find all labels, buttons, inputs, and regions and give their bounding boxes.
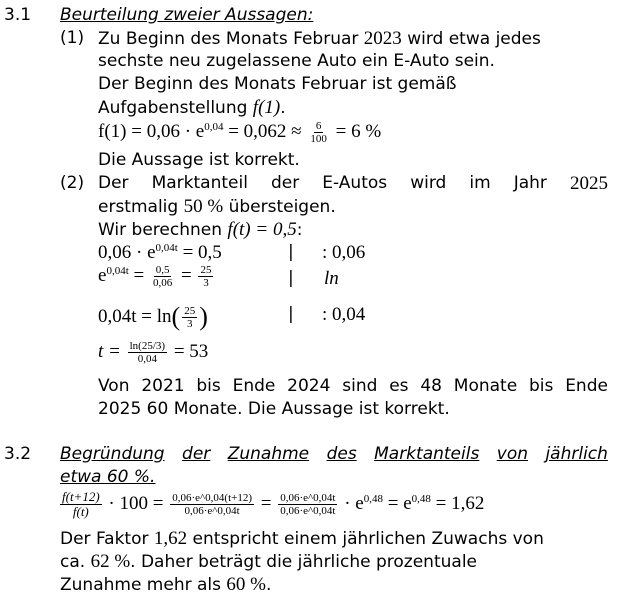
section-heading-3-2-line2: etwa 60 %. (60, 467, 156, 487)
step-separator: | (288, 268, 294, 288)
step-1-equation: $0,06 \cdot e^{0,04t} = 0,5$ (98, 242, 222, 263)
step-4-equation: t = $\frac{\ln(25/3)}{0,04}$ = 53 (98, 340, 209, 365)
step-2-equation: $e^{0,04t}$ = $\frac{0,5}{0,06}$ = $\frac{25}{3}$ (98, 264, 212, 289)
item1-line2: sechste neu zugelassene Auto ein E-Auto sein. (98, 51, 495, 71)
step-separator: | (288, 242, 294, 262)
step-1-operation: : 0,06 (322, 242, 366, 263)
section-number-3-1: 3.1 (4, 5, 32, 25)
growth-equation: $\frac{f(t+12)}{f(t)}$ · 100 = $\frac{0,06\cdot e\^{}0,04(t+12)}{0,06\cdot e\^{}0,04t}$ = $\frac{0,06\cdot e\^{}0,04t}{0,06\cdot e\^{}0,04t}$ · $e^{0,48} = e^{0,48} = 1,62$ (62, 489, 485, 519)
step-2-operation: ln (324, 268, 339, 289)
item2-line3: Wir berechnen f(t) = 0,5: (98, 219, 303, 240)
section-3-2-text-line1: Der Faktor 1,62 entspricht einem jährlichen Zuwachs von (60, 528, 544, 549)
item1-line4: Aufgabenstellung f(1). (98, 97, 286, 118)
item1-conclusion: Die Aussage ist korrekt. (98, 150, 300, 170)
item1-line1: Zu Beginn des Monats Februar 2023 wird etwa jedes (98, 28, 541, 49)
item2-line2: erstmalig 50 % übersteigen. (98, 196, 336, 217)
section-3-2-text-line2: ca. 62 %. Daher beträgt die jährliche prozentuale (60, 551, 477, 572)
step-3-equation: 0,04t = ln( $\frac{25}{3}$ ) (98, 302, 208, 331)
item-label-1: (1) (60, 28, 85, 48)
item1-equation: $f(1) = 0,06 \cdot e^{0,04} = 0,062$ ≈ $\frac{6}{100}$ = 6 % (98, 120, 382, 145)
item-label-2: (2) (60, 173, 85, 193)
step-separator: | (288, 304, 294, 324)
item2-conclusion-line2: 2025 60 Monate. Die Aussage ist korrekt. (98, 399, 450, 419)
item1-line3: Der Beginn des Monats Februar ist gemäß (98, 74, 457, 94)
section-heading-3-1: Beurteilung zweier Aussagen: (60, 5, 314, 25)
item2-conclusion-line1: Von 2021 bis Ende 2024 sind es 48 Monate bis Ende (98, 376, 608, 396)
fraction: $\frac{6}{100}$ (310, 120, 327, 145)
section-number-3-2: 3.2 (4, 444, 32, 464)
step-3-operation: : 0,04 (322, 304, 366, 325)
item2-line1: Der Marktanteil der E-Autos wird im Jahr 2025 (98, 173, 608, 194)
section-heading-3-2-line1: Begründung der Zunahme des Marktanteils von jährlich (60, 444, 608, 464)
section-3-2-text-line3: Zunahme mehr als 60 %. (60, 574, 272, 595)
